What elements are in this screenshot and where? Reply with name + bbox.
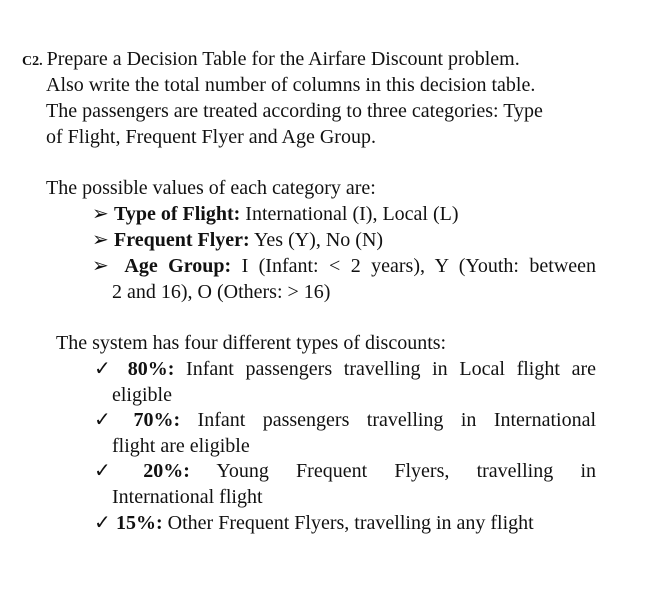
- discount-text: Infant passengers travelling in International: [197, 409, 597, 431]
- arrow-bullet-icon: ➢: [92, 255, 109, 277]
- question-intro-line: Prepare a Decision Table for the Airfare Discount problem.: [46, 48, 520, 70]
- question-number: C2.: [22, 54, 43, 69]
- category-label: Age Group:: [124, 255, 232, 277]
- list-item: [94, 458, 596, 484]
- list-item: [94, 356, 596, 382]
- discount-text-continuation: flight are eligible: [112, 435, 250, 457]
- question-intro-line: Also write the total number of columns in this decision table.: [46, 74, 536, 96]
- checkmark-icon: ✓: [94, 409, 111, 431]
- discount-text-continuation: International flight: [112, 486, 263, 508]
- question-intro-line: The passengers are treated according to three categories: Type: [46, 100, 543, 122]
- list-item: [94, 407, 596, 433]
- list-item: [92, 201, 459, 227]
- question-intro-line: of Flight, Frequent Flyer and Age Group.: [46, 126, 376, 148]
- checkmark-icon: ✓: [94, 512, 111, 534]
- discount-text-continuation: eligible: [112, 384, 172, 406]
- arrow-bullet-icon: ➢: [92, 203, 109, 225]
- category-values: International (I), Local (L): [245, 203, 459, 225]
- discounts-heading: The system has four different types of discounts:: [56, 332, 447, 354]
- discount-label: 20%:: [143, 460, 190, 482]
- category-values: I (Infant: < 2 years), Y (Youth: between: [241, 255, 597, 277]
- discount-text: Young Frequent Flyers, travelling in: [216, 460, 597, 482]
- question-line-1: [22, 46, 520, 75]
- arrow-bullet-icon: ➢: [92, 229, 109, 251]
- checkmark-icon: ✓: [94, 358, 111, 380]
- list-item: [92, 227, 383, 253]
- discount-label: 70%:: [133, 409, 181, 431]
- category-label: Frequent Flyer:: [114, 229, 250, 251]
- list-item: [94, 510, 534, 536]
- discount-label: 80%:: [127, 358, 175, 380]
- category-values-continuation: 2 and 16), O (Others: > 16): [112, 281, 331, 303]
- discount-text: Infant passengers travelling in Local flight are: [186, 358, 596, 380]
- list-item: [92, 253, 596, 279]
- category-label: Type of Flight:: [114, 203, 241, 225]
- discount-label: 15%:: [116, 512, 163, 534]
- checkmark-icon: ✓: [94, 460, 111, 482]
- values-heading: The possible values of each category are:: [46, 177, 376, 199]
- category-values: Yes (Y), No (N): [253, 229, 384, 251]
- discount-text: Other Frequent Flyers, travelling in any flight: [167, 512, 534, 534]
